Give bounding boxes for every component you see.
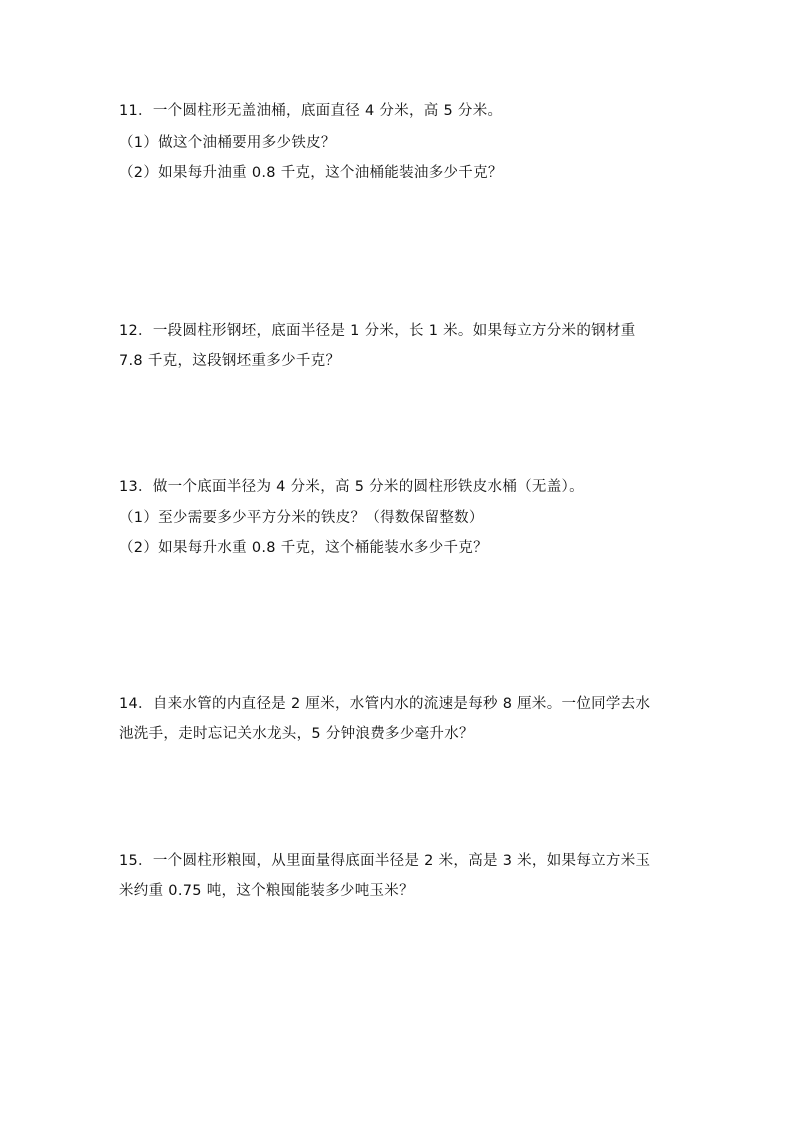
- problem-13-part-1: （1）至少需要多少平方分米的铁皮？（得数保留整数）: [119, 510, 484, 526]
- problem-13-part-2: （2）如果每升水重 0.8 千克，这个桶能装水多少千克？: [119, 540, 488, 556]
- problem-12-question-line-2: 7.8 千克，这段钢坯重多少千克？: [119, 353, 341, 369]
- problem-13-question: 13．做一个底面半径为 4 分米，高 5 分米的圆柱形铁皮水桶（无盖）。: [119, 479, 584, 495]
- problem-11-question: 11．一个圆柱形无盖油桶，底面直径 4 分米，高 5 分米。: [119, 103, 503, 119]
- problem-14-question-line-2: 池洗手，走时忘记关水龙头，5 分钟浪费多少毫升水？: [119, 726, 474, 742]
- problem-15-question-line-1: 15．一个圆柱形粮囤，从里面量得底面半径是 2 米，高是 3 米，如果每立方米玉: [119, 853, 651, 869]
- problem-15-question-line-2: 米约重 0.75 吨，这个粮囤能装多少吨玉米？: [119, 883, 414, 899]
- problem-11-part-2: （2）如果每升油重 0.8 千克，这个油桶能装油多少千克？: [119, 165, 503, 181]
- problem-12-question-line-1: 12．一段圆柱形钢坯，底面半径是 1 分米，长 1 米。如果每立方分米的钢材重: [119, 323, 636, 339]
- problem-11-part-1: （1）做这个油桶要用多少铁皮？: [119, 135, 336, 151]
- problem-14-question-line-1: 14．自来水管的内直径是 2 厘米，水管内水的流速是每秒 8 厘米。一位同学去水: [119, 696, 651, 712]
